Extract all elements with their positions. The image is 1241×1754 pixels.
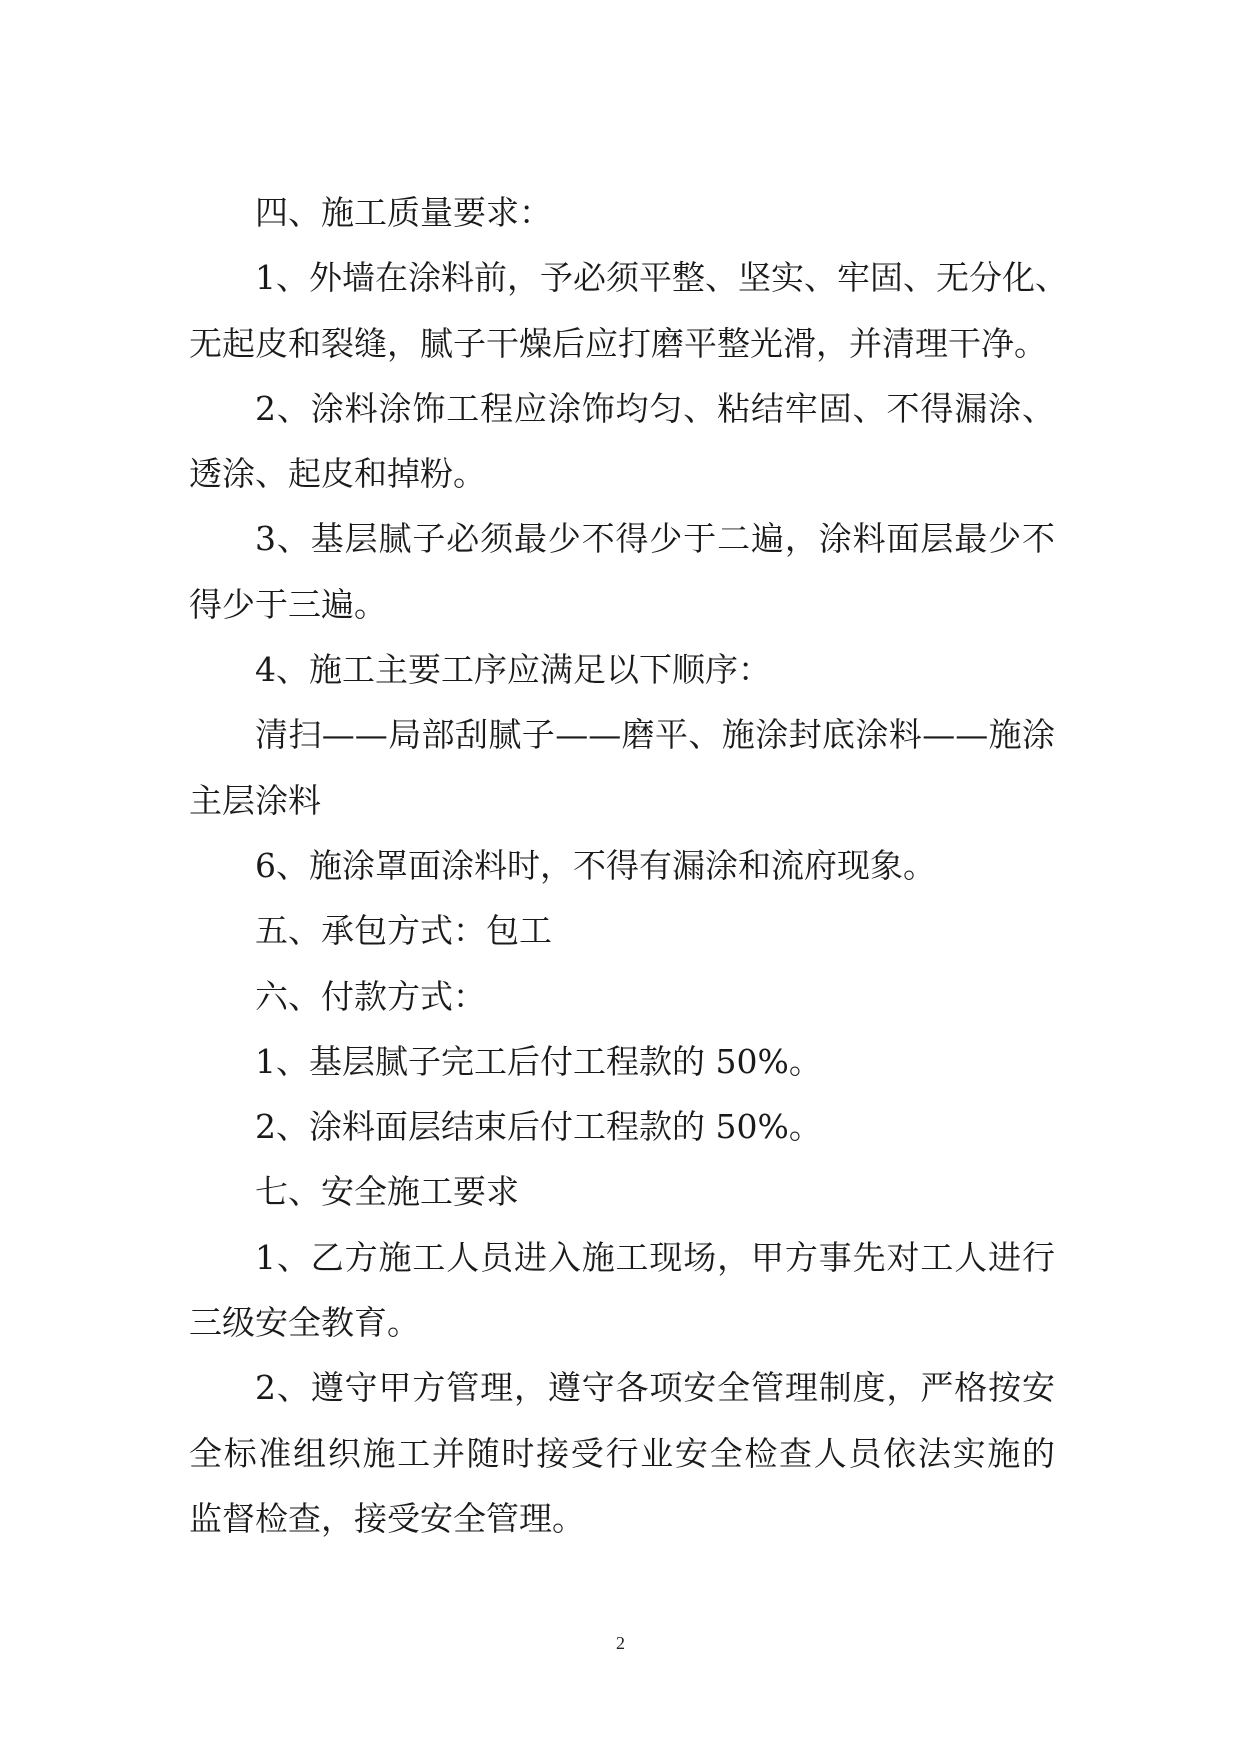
paragraph-line: 全标准组织施工并随时接受行业安全检查人员依法实施的	[189, 1433, 1055, 1473]
section-heading-payment: 六、付款方式：	[255, 976, 486, 1016]
paragraph-line: 无起皮和裂缝，腻子干燥后应打磨平整光滑，并清理干净。	[189, 323, 1047, 363]
document-body	[189, 180, 1068, 1551]
paragraph-line: 2、涂料面层结束后付工程款的 50%。	[255, 1107, 822, 1147]
paragraph-line: 4、施工主要工序应满足以下顺序：	[255, 650, 771, 690]
paragraph-line: 主层涂料	[189, 780, 321, 820]
section-heading-quality: 四、施工质量要求：	[255, 193, 552, 232]
paragraph-line: 1、基层腻子完工后付工程款的 50%。	[255, 1041, 822, 1081]
section-heading-safety: 七、安全施工要求	[255, 1172, 519, 1212]
section-heading-contract: 五、承包方式：包工	[255, 911, 552, 951]
paragraph-line: 2、遵守甲方管理，遵守各项安全管理制度，严格按安	[255, 1368, 1055, 1408]
paragraph-line: 1、乙方施工人员进入施工现场，甲方事先对工人进行	[255, 1237, 1055, 1277]
paragraph-line: 得少于三遍。	[189, 584, 387, 624]
paragraph-line: 6、施涂罩面涂料时，不得有漏涂和流府现象。	[255, 845, 936, 885]
paragraph-line: 1、外墙在涂料前，予必须平整、坚实、牢固、无分化、	[255, 258, 1068, 298]
paragraph-line: 透涂、起皮和掉粉。	[189, 454, 486, 494]
page-number: 2	[616, 1633, 625, 1653]
paragraph-line: 2、涂料涂饰工程应涂饰均匀、粘结牢固、不得漏涂、	[255, 388, 1055, 428]
paragraph-line: 3、基层腻子必须最少不得少于二遍，涂料面层最少不	[255, 519, 1055, 559]
paragraph-line: 三级安全教育。	[189, 1303, 420, 1343]
paragraph-line: 清扫——局部刮腻子——磨平、施涂封底涂料——施涂	[255, 715, 1055, 755]
paragraph-line: 监督检查，接受安全管理。	[189, 1498, 585, 1538]
